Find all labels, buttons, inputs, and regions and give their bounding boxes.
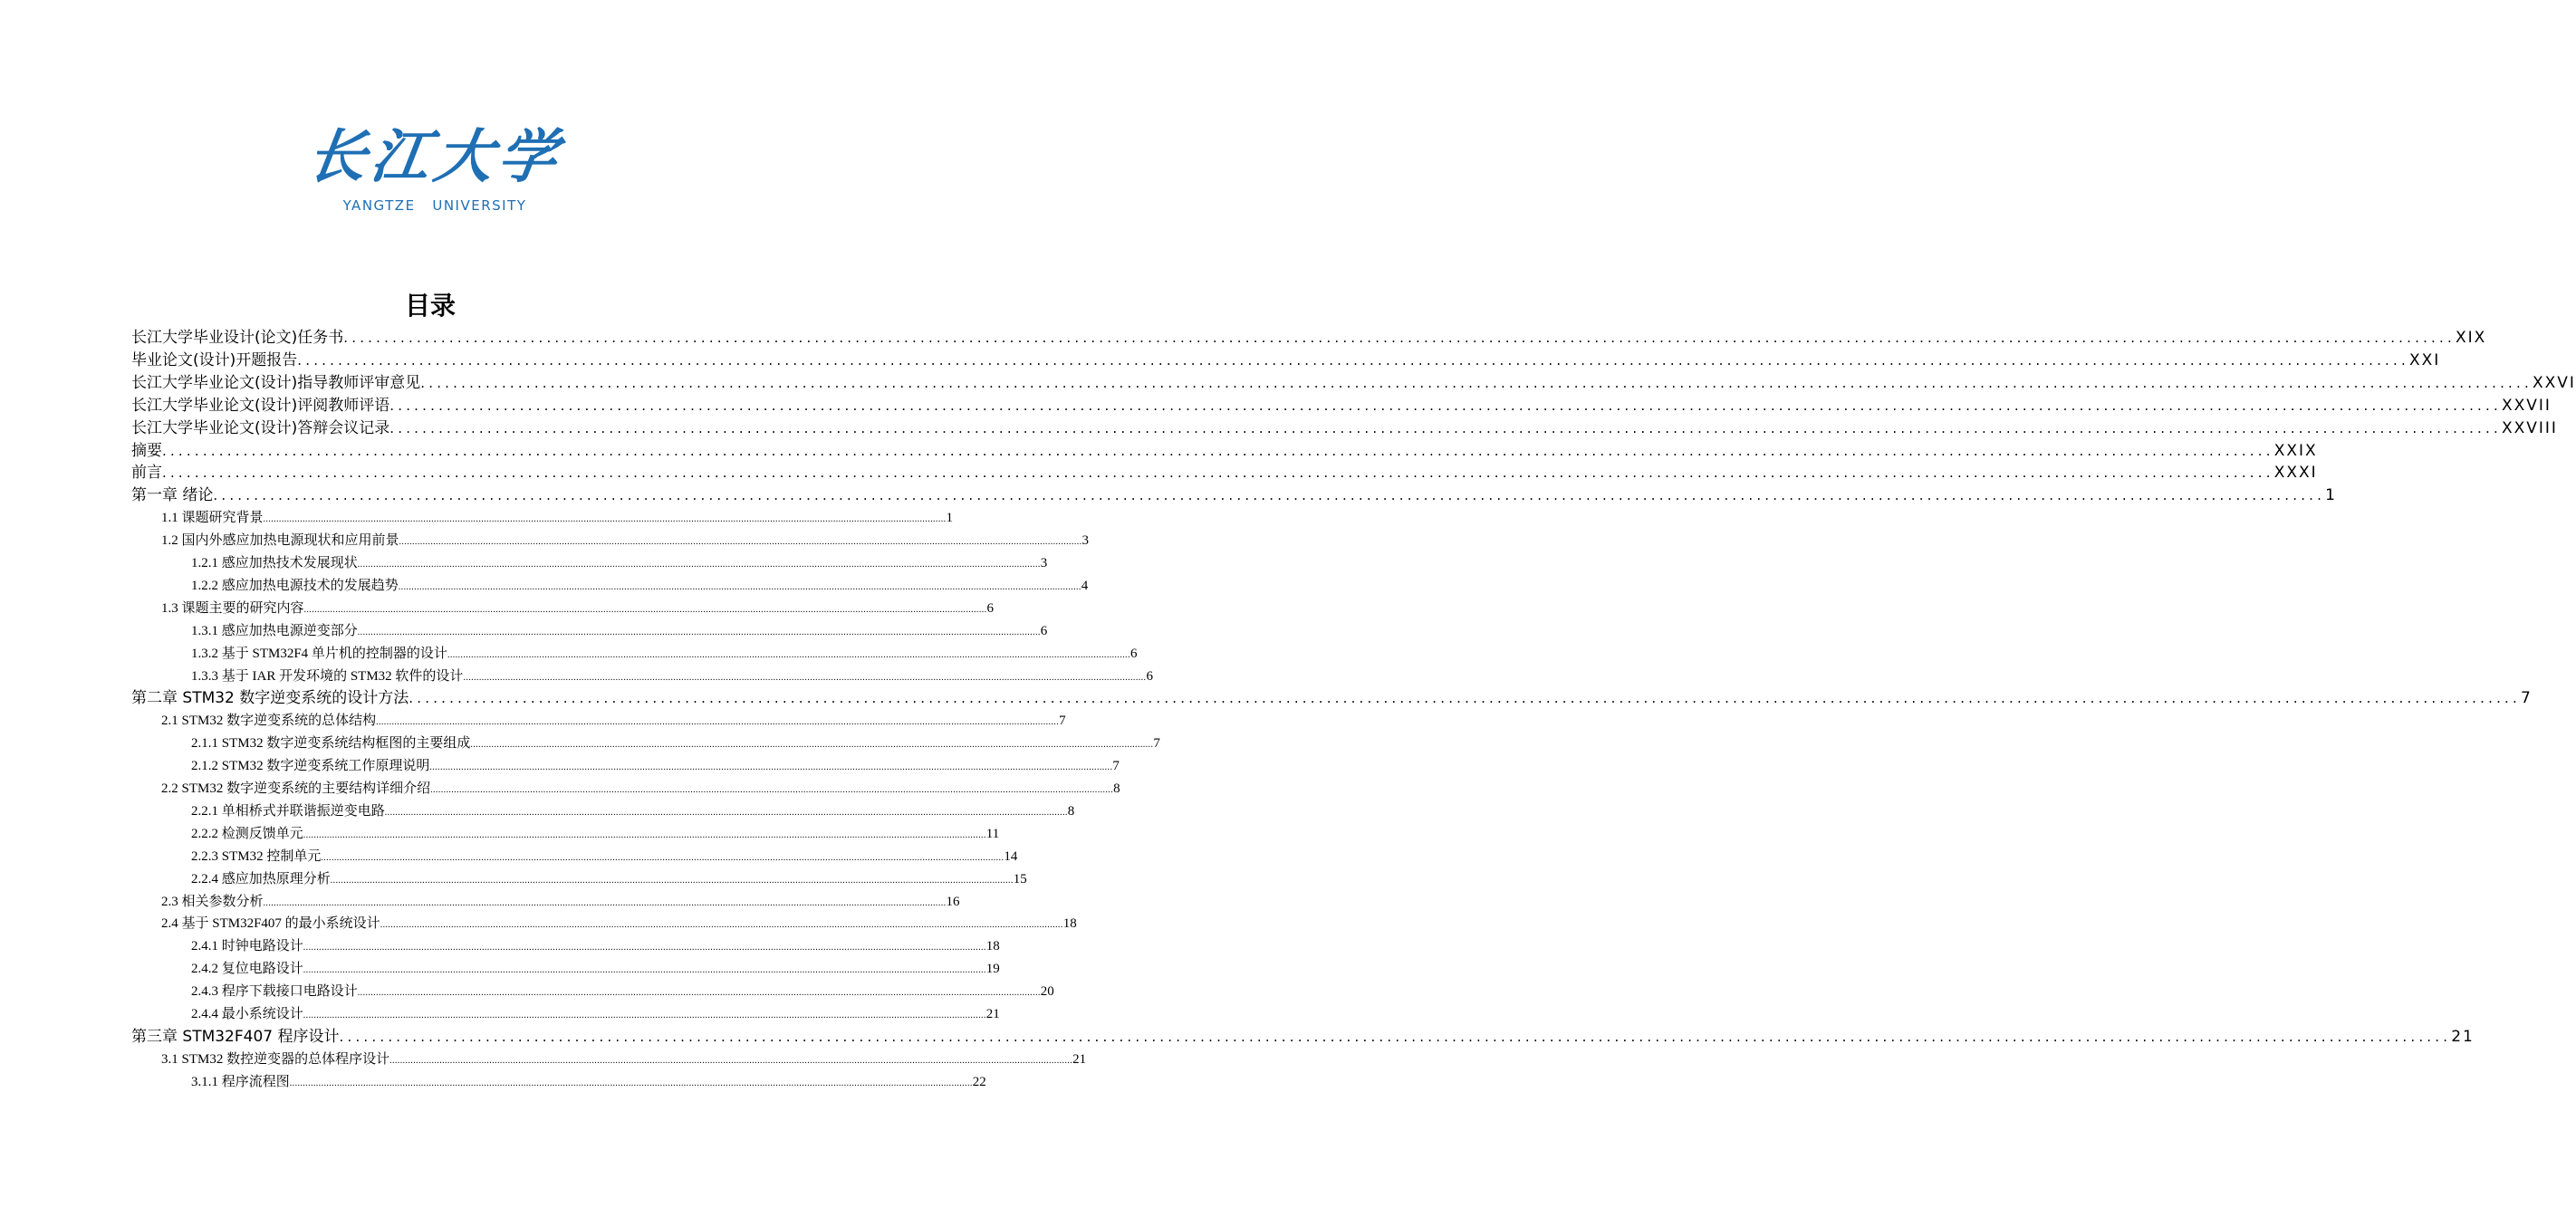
toc-dot-leader: .................................................................................................................................................................................................................................................................... (389, 1055, 1073, 1066)
logo-chinese-name: 长江大学 (303, 123, 567, 191)
toc-entry-label: 1.3.2 基于 STM32F4 单片机的控制器的设计 (191, 646, 447, 661)
toc-entry-page: XXXI (2273, 464, 2318, 483)
toc-entry-label: 长江大学毕业设计(论文)任务书 (131, 329, 344, 347)
toc-entry-label: 1.2.2 感应加热电源技术的发展趋势 (191, 578, 399, 593)
toc-entry[interactable] (131, 439, 2318, 462)
toc-entry-page: 11 (985, 826, 1000, 841)
toc-entry-page: 1 (2325, 486, 2337, 505)
toc-entry-page: 6 (1129, 646, 1138, 661)
toc-entry-page: 21 (1072, 1051, 1087, 1067)
toc-entry-label: 前言 (131, 464, 162, 483)
toc-dot-leader: .................................................................................................................................................................................................................................................................... (263, 514, 947, 525)
toc-entry-page: 18 (1062, 916, 1077, 932)
toc-entry-label: 1.3.3 基于 IAR 开发环境的 STM32 软件的设计 (191, 668, 464, 684)
toc-dot-leader: .................................................................................................................................................................................................................................................................... (303, 943, 986, 953)
toc-dot-leader: .................................................................................................................................................................................................................................................................... (162, 442, 2274, 459)
toc-entry-page: 21 (2451, 1027, 2475, 1046)
toc-entry[interactable] (131, 686, 2533, 709)
toc-dot-leader: .................................................................................................................................................................................................................................................................... (389, 397, 2502, 414)
toc-title: 目录 (404, 291, 456, 321)
toc-dot-leader: .................................................................................................................................................................................................................................................................... (303, 1011, 986, 1021)
toc-entry[interactable] (161, 912, 1077, 934)
toc-entry-label: 1.1 课题研究背景 (161, 511, 264, 526)
toc-dot-leader: .................................................................................................................................................................................................................................................................... (213, 487, 2326, 504)
toc-entry-label: 长江大学毕业论文(设计)指导教师评审意见 (131, 373, 421, 392)
toc-dot-leader: .................................................................................................................................................................................................................................................................... (389, 419, 2502, 436)
toc-entry-label: 2.2.3 STM32 控制单元 (191, 848, 322, 864)
toc-entry-label: 2.2.4 感应加热原理分析 (191, 871, 331, 886)
toc-dot-leader: .................................................................................................................................................................................................................................................................... (463, 672, 1147, 683)
toc-entry[interactable] (161, 890, 960, 913)
toc-dot-leader: .................................................................................................................................................................................................................................................................... (357, 627, 1041, 637)
toc-entry[interactable] (161, 709, 1066, 732)
toc-entry-page: XXIX (2273, 441, 2318, 460)
toc-dot-leader: .................................................................................................................................................................................................................................................................... (263, 897, 947, 908)
toc-entry[interactable] (191, 732, 1160, 754)
toc-entry-label: 2.4 基于 STM32F407 的最小系统设计 (161, 916, 380, 932)
toc-dot-leader: .................................................................................................................................................................................................................................................................... (399, 537, 1082, 548)
toc-dot-leader: .................................................................................................................................................................................................................................................................... (398, 581, 1081, 592)
toc-dot-leader: .................................................................................................................................................................................................................................................................... (289, 1078, 973, 1088)
toc-entry-page: 7 (1059, 714, 1066, 729)
toc-entry-page: 8 (1113, 781, 1120, 796)
toc-entry[interactable] (161, 597, 995, 619)
toc-entry[interactable] (131, 326, 2487, 349)
toc-dot-leader: .................................................................................................................................................................................................................................................................... (297, 351, 2409, 369)
toc-entry[interactable] (191, 980, 1054, 1002)
toc-entry[interactable] (191, 800, 1075, 822)
toc-entry[interactable] (191, 1002, 1000, 1025)
toc-entry-page: 3 (1081, 533, 1090, 549)
toc-entry-label: 2.2.1 单相桥式并联谐振逆变电路 (191, 803, 385, 819)
toc-entry-label: 1.3 课题主要的研究内容 (161, 600, 304, 616)
toc-dot-leader: .................................................................................................................................................................................................................................................................... (380, 920, 1063, 931)
toc-entry[interactable] (191, 665, 1153, 687)
toc-entry-label: 2.4.3 程序下载接口电路设计 (191, 984, 358, 1000)
toc-entry[interactable] (191, 957, 1000, 980)
toc-entry-page: 15 (1013, 871, 1027, 886)
toc-entry-label: 2.2 STM32 数字逆变系统的主要结构详细介绍 (161, 781, 431, 796)
toc-entry-page: 7 (2521, 689, 2533, 708)
toc-dot-leader: .................................................................................................................................................................................................................................................................... (357, 988, 1041, 999)
toc-dot-leader: .................................................................................................................................................................................................................................................................... (339, 1028, 2452, 1045)
toc-entry-label: 第三章 STM32F407 程序设计 (131, 1027, 340, 1046)
toc-entry-page: XIX (2455, 329, 2487, 347)
toc-entry-page: 7 (1153, 736, 1160, 752)
toc-entry-page: 6 (986, 600, 995, 616)
toc-entry-label: 长江大学毕业论文(设计)评阅教师评语 (131, 396, 390, 415)
toc-entry-page: 3 (1040, 556, 1048, 570)
toc-dot-leader: .................................................................................................................................................................................................................................................................... (303, 965, 986, 976)
toc-entry[interactable] (131, 417, 2558, 439)
toc-entry[interactable] (131, 394, 2552, 417)
logo-english-name: YANGTZE UNIVERSITY (342, 197, 527, 214)
toc-entry-page: 6 (1146, 668, 1153, 684)
toc-entry-label: 第一章 绪论 (131, 486, 214, 505)
toc-entry[interactable] (191, 574, 1089, 597)
toc-entry-label: 长江大学毕业论文(设计)答辩会议记录 (131, 418, 390, 437)
toc-entry-label: 2.4.2 复位电路设计 (191, 962, 303, 977)
toc-entry-page: 19 (985, 962, 1000, 977)
toc-entry[interactable] (161, 506, 954, 529)
toc-entry-label: 第二章 STM32 数字逆变系统的设计方法 (131, 689, 409, 708)
toc-entry-page: XXVI (2532, 373, 2576, 392)
toc-entry[interactable] (191, 551, 1048, 574)
toc-entry-label: 2.1.1 STM32 数字逆变系统结构框图的主要组成 (191, 736, 471, 752)
toc-entry[interactable] (131, 484, 2337, 506)
toc-entry-page: 22 (972, 1074, 986, 1089)
toc-dot-leader: .................................................................................................................................................................................................................................................................... (162, 465, 2274, 482)
toc-entry[interactable] (191, 619, 1048, 642)
toc-dot-leader: .................................................................................................................................................................................................................................................................... (330, 875, 1014, 886)
toc-entry-page: 8 (1067, 803, 1075, 819)
toc-entry-page: 4 (1081, 578, 1089, 593)
toc-entry-label: 2.1 STM32 数字逆变系统的总体结构 (161, 714, 377, 729)
toc-entry-label: 1.2.1 感应加热技术发展现状 (191, 556, 358, 570)
toc-entry[interactable] (191, 934, 1000, 957)
toc-dot-leader: .................................................................................................................................................................................................................................................................... (376, 717, 1060, 728)
toc-entry-page: 14 (1004, 848, 1018, 864)
toc-entry-label: 2.4.1 时钟电路设计 (191, 939, 303, 954)
toc-dot-leader: .................................................................................................................................................................................................................................................................... (303, 829, 986, 840)
university-logo (299, 118, 571, 217)
toc-entry-page: 21 (985, 1007, 1000, 1021)
toc-entry[interactable] (191, 845, 1018, 867)
toc-entry-label: 3.1.1 程序流程图 (191, 1074, 290, 1089)
toc-entry-label: 2.1.2 STM32 数字逆变系统工作原理说明 (191, 759, 430, 774)
toc-entry-label: 2.3 相关参数分析 (161, 894, 264, 909)
toc-entry-page: 16 (946, 894, 960, 909)
toc-dot-leader: .................................................................................................................................................................................................................................................................... (430, 785, 1114, 795)
toc-dot-leader: .................................................................................................................................................................................................................................................................... (384, 807, 1068, 818)
toc-entry-page: 7 (1112, 759, 1120, 774)
toc-dot-leader: .................................................................................................................................................................................................................................................................... (343, 330, 2456, 346)
toc-entry[interactable] (131, 461, 2318, 484)
toc-entry-page: XXVII (2501, 396, 2552, 415)
toc-entry[interactable] (191, 822, 1000, 845)
toc-dot-leader: .................................................................................................................................................................................................................................................................... (409, 690, 2521, 707)
toc-entry-page: 1 (946, 511, 954, 526)
toc-entry[interactable] (161, 529, 1090, 551)
toc-dot-leader: .................................................................................................................................................................................................................................................................... (447, 649, 1130, 660)
toc-dot-leader: .................................................................................................................................................................................................................................................................... (420, 374, 2533, 391)
toc-dot-leader: .................................................................................................................................................................................................................................................................... (357, 560, 1041, 570)
toc-entry-label: 摘要 (131, 441, 162, 460)
toc-entry-label: 3.1 STM32 数控逆变器的总体程序设计 (161, 1051, 390, 1067)
toc-entry-page: 20 (1040, 984, 1054, 1000)
toc-dot-leader: .................................................................................................................................................................................................................................................................... (303, 604, 987, 615)
toc-entry[interactable] (191, 1070, 986, 1093)
toc-entry[interactable] (131, 1025, 2475, 1048)
toc-entry[interactable] (161, 1048, 1087, 1070)
toc-dot-leader: .................................................................................................................................................................................................................................................................... (429, 762, 1113, 773)
toc-entry[interactable] (131, 371, 2576, 394)
toc-dot-leader: .................................................................................................................................................................................................................................................................... (321, 852, 1004, 863)
toc-entry-page: 18 (985, 939, 1000, 954)
toc-entry[interactable] (191, 642, 1138, 665)
toc-dot-leader: .................................................................................................................................................................................................................................................................... (470, 740, 1154, 751)
toc-entry[interactable] (191, 867, 1027, 890)
toc-entry-page: XXVIII (2501, 418, 2558, 437)
toc-entry-label: 1.2 国内外感应加热电源现状和应用前景 (161, 533, 399, 549)
toc-entry-label: 1.3.1 感应加热电源逆变部分 (191, 623, 358, 638)
toc-entry[interactable] (191, 754, 1120, 777)
toc-entry-label: 2.4.4 最小系统设计 (191, 1007, 303, 1021)
toc-entry[interactable] (131, 349, 2441, 371)
toc-entry-page: 6 (1040, 623, 1048, 638)
toc-entry-page: XXI (2408, 350, 2441, 369)
toc-entry[interactable] (161, 777, 1120, 800)
toc-entry-label: 2.2.2 检测反馈单元 (191, 826, 303, 841)
toc-entry-label: 毕业论文(设计)开题报告 (131, 350, 298, 369)
